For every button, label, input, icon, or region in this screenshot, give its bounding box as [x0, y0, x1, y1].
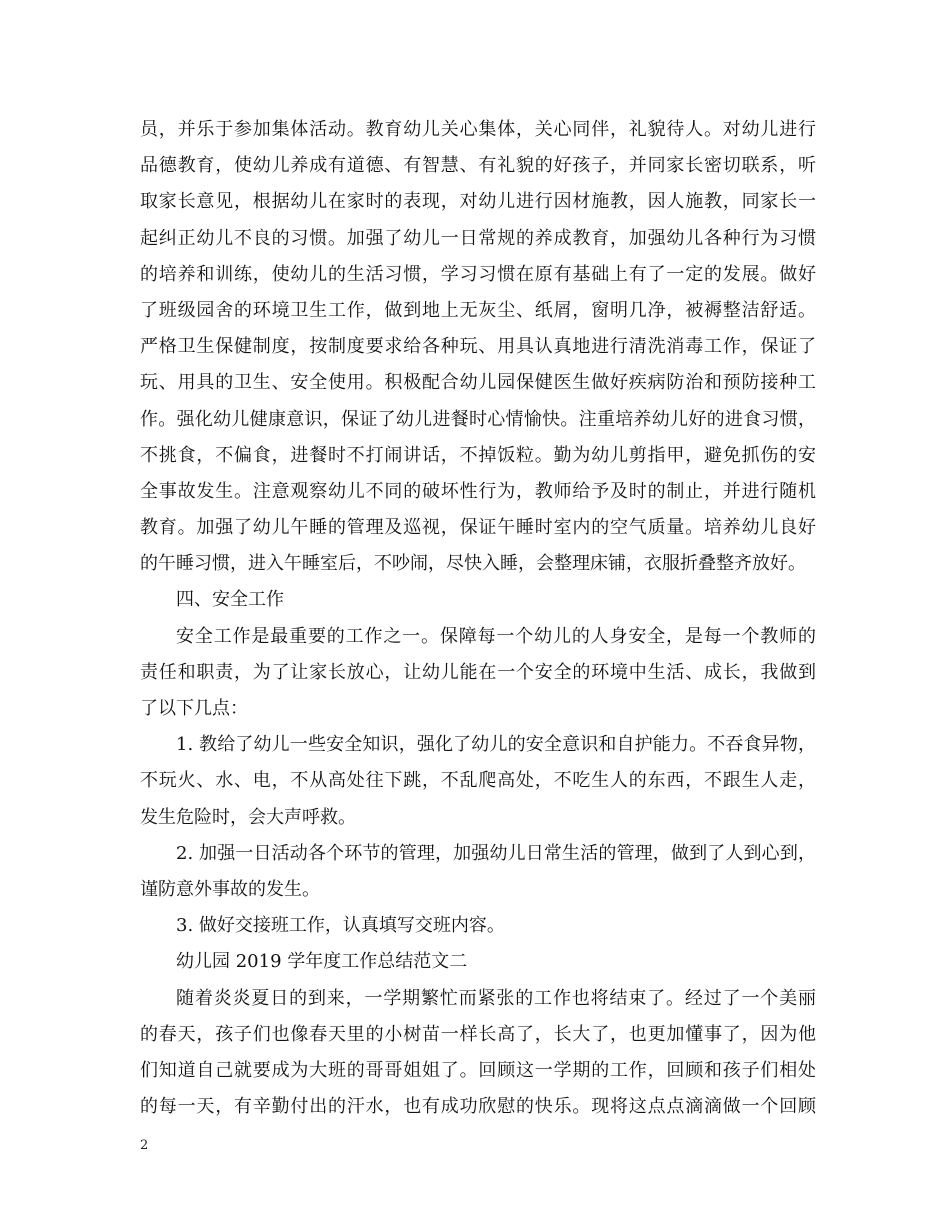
body-line: 的午睡习惯，进入午睡室后，不吵闹，尽快入睡，会整理床铺，衣服折叠整齐放好。: [140, 553, 806, 575]
body-line: 随着炎炎夏日的到来，一学期繁忙而紧张的工作也将结束了。经过了一个美丽: [176, 987, 816, 1009]
page-number: 2: [140, 1138, 149, 1153]
body-line: 的春天，孩子们也像春天里的小树苗一样长高了，长大了，也更加懂事了，因为他: [140, 1023, 816, 1045]
body-line: 了以下几点：: [140, 698, 248, 719]
list-item-line: 不玩火、水、电，不从高处往下跳，不乱爬高处，不吃生人的东西，不跟生人走，: [140, 770, 816, 792]
document-body: [140, 112, 816, 1125]
body-line: 严格卫生保健制度，按制度要求给各种玩、用具认真地进行清洗消毒工作，保证了: [140, 336, 816, 358]
body-line: 安全工作是最重要的工作之一。保障每一个幼儿的人身安全，是每一个教师的: [176, 625, 816, 647]
list-item-line: 2. 加强一日活动各个环节的管理，加强幼儿日常生活的管理，做到了人到心到，: [176, 842, 816, 864]
body-line: 玩、用具的卫生、安全使用。积极配合幼儿园保健医生做好疾病防治和预防接种工: [140, 372, 816, 394]
body-line: 全事故发生。注意观察幼儿不同的破坏性行为，教师给予及时的制止，并进行随机: [140, 480, 816, 502]
list-item-line: 谨防意外事故的发生。: [140, 878, 320, 900]
body-line: 作。强化幼儿健康意识，保证了幼儿进餐时心情愉快。注重培养幼儿好的进食习惯，: [140, 408, 816, 430]
section-heading: 四、安全工作: [176, 589, 284, 611]
body-line: 不挑食，不偏食，进餐时不打闹讲话，不掉饭粒。勤为幼儿剪指甲，避免抓伤的安: [140, 444, 816, 466]
body-line: 的培养和训练，使幼儿的生活习惯，学习习惯在原有基础上有了一定的发展。做好: [140, 263, 816, 285]
body-line: 员，并乐于参加集体活动。教育幼儿关心集体，关心同伴，礼貌待人。对幼儿进行: [140, 119, 816, 140]
body-line: 取家长意见，根据幼儿在家时的表现，对幼儿进行因材施教，因人施教，同家长一: [140, 191, 816, 213]
body-line: 了班级园舍的环境卫生工作，做到地上无灰尘、纸屑，窗明几净，被褥整洁舒适。: [140, 299, 816, 321]
section-heading: 幼儿园 2019 学年度工作总结范文二: [176, 951, 468, 973]
body-line: 的每一天，有辛勤付出的汗水，也有成功欣慰的快乐。现将这点点滴滴做一个回顾: [140, 1096, 816, 1118]
body-line: 起纠正幼儿不良的习惯。加强了幼儿一日常规的养成教育，加强幼儿各种行为习惯: [140, 227, 816, 249]
list-item-line: 1. 教给了幼儿一些安全知识，强化了幼儿的安全意识和自护能力。不吞食异物，: [176, 734, 816, 756]
list-item-line: 发生危险时，会大声呼救。: [140, 806, 356, 828]
body-line: 教育。加强了幼儿午睡的管理及巡视，保证午睡时室内的空气质量。培养幼儿良好: [140, 517, 816, 539]
body-line: 责任和职责，为了让家长放心，让幼儿能在一个安全的环境中生活、成长，我做到: [140, 661, 816, 683]
body-line: 品德教育，使幼儿养成有道德、有智慧、有礼貌的好孩子，并同家长密切联系，听: [140, 155, 816, 177]
body-line: 们知道自己就要成为大班的哥哥姐姐了。回顾这一学期的工作，回顾和孩子们相处: [140, 1059, 816, 1081]
list-item-line: 3. 做好交接班工作，认真填写交班内容。: [176, 915, 505, 937]
